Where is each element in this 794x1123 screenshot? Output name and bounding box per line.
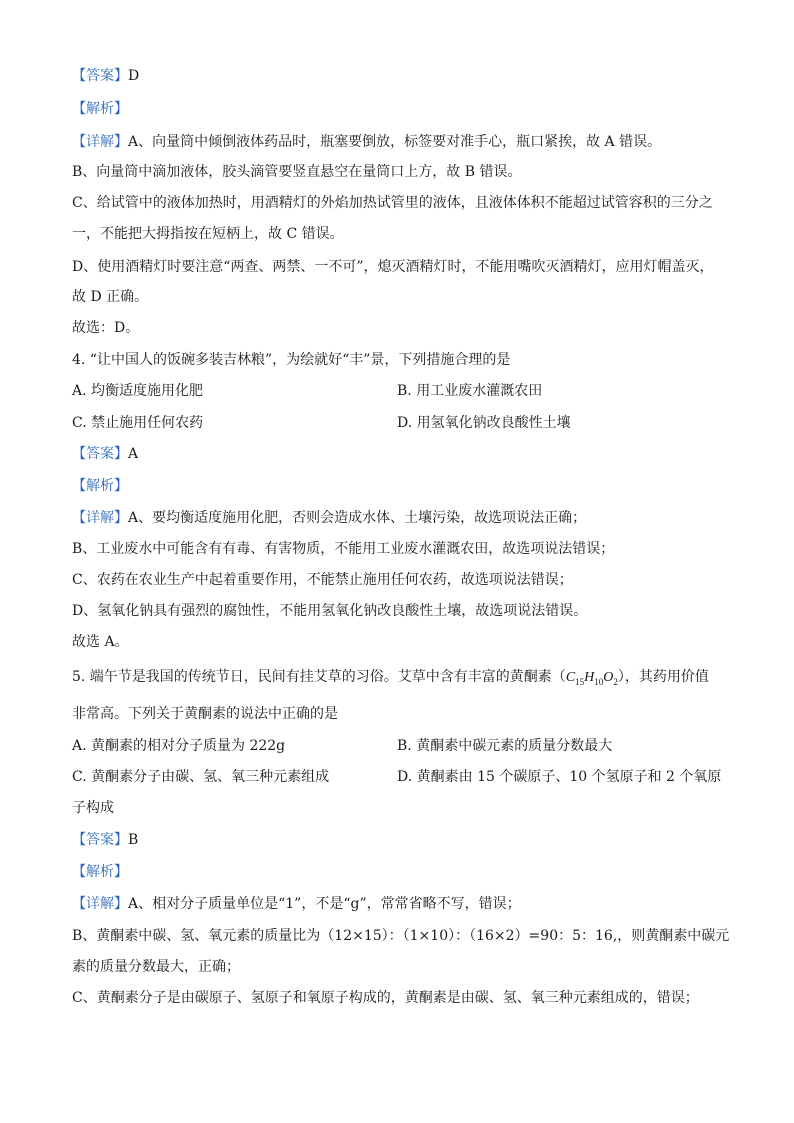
question-5-stem bbox=[72, 667, 709, 692]
q4-option-d: D. 用氢氧化钠改良酸性土壤 bbox=[397, 415, 571, 431]
explanation-c1-q3: C、给试管中的液体加热时，用酒精灯的外焰加热试管里的液体，且液体体积不能超过试管容积的三分之 bbox=[72, 195, 713, 211]
answer-value: A bbox=[128, 446, 139, 462]
q5-option-c: C. 黄酮素分子由碳、氢、氧三种元素组成 bbox=[72, 769, 330, 785]
detail-text: A、要均衡适度施用化肥，否则会造成水体、土壤污染，故选项说法正确； bbox=[128, 510, 587, 526]
explanation-c2-q3: 一，不能把大拇指按在短柄上，故 C 错误。 bbox=[72, 226, 344, 242]
answer-value: D bbox=[128, 68, 140, 84]
explanation-b-q3: B、向量筒中滴加液体，胶头滴管要竖直悬空在量筒口上方，故 B 错误。 bbox=[72, 164, 522, 180]
detail-text: A、向量筒中倾倒液体药品时，瓶塞要倒放，标签要对准手心，瓶口紧挨，故 A 错误。 bbox=[128, 134, 662, 150]
q5-option-d-continued: 子构成 bbox=[72, 800, 114, 816]
q5-option-b: B. 黄酮素中碳元素的质量分数最大 bbox=[397, 738, 613, 754]
detail-tag: 【详解】 bbox=[72, 134, 128, 150]
answer-tag: 【答案】 bbox=[72, 832, 128, 848]
detail-line-q5 bbox=[72, 894, 521, 914]
question-5-stem-line2: 非常高。下列关于黄酮素的说法中正确的是 bbox=[72, 706, 338, 722]
analysis-tag: 【解析】 bbox=[72, 478, 128, 494]
detail-line-q4 bbox=[72, 508, 586, 528]
stem-text-a: 5. 端午节是我国的传统节日，民间有挂艾草的习俗。艾草中含有丰富的黄酮素（ bbox=[72, 669, 566, 685]
conclusion-q4: 故选 A。 bbox=[72, 634, 129, 650]
explanation-b2-q5: 素的质量分数最大，正确； bbox=[72, 959, 240, 975]
explanation-d2-q3: 故 D 正确。 bbox=[72, 289, 149, 305]
detail-tag: 【详解】 bbox=[72, 896, 128, 912]
analysis-tag-q4 bbox=[72, 476, 128, 496]
analysis-tag-q5 bbox=[72, 862, 128, 882]
explanation-c-q4: C、农药在农业生产中起着重要作用，不能禁止施用任何农药，故选项说法错误； bbox=[72, 572, 573, 588]
q5-option-a: A. 黄酮素的相对分子质量为 222g bbox=[72, 738, 286, 754]
detail-tag: 【详解】 bbox=[72, 510, 128, 526]
q5-option-d: D. 黄酮素由 15 个碳原子、10 个氢原子和 2 个氧原 bbox=[397, 769, 722, 785]
detail-text: A、相对分子质量单位是“1”，不是“g”，常常省略不写，错误； bbox=[128, 896, 521, 912]
question-4-stem: 4. “让中国人的饭碗多装吉林粮”，为绘就好“丰”景，下列措施合理的是 bbox=[72, 352, 511, 368]
explanation-d-q4: D、氢氧化钠具有强烈的腐蚀性，不能用氢氧化钠改良酸性土壤，故选项说法错误。 bbox=[72, 603, 588, 619]
explanation-b1-q5: B、黄酮素中碳、氢、氧元素的质量比为（12×15）：（1×10）：（16×2）=90：5：16,，则黄酮素中碳元 bbox=[72, 928, 730, 944]
q4-option-c: C. 禁止施用任何农药 bbox=[72, 415, 204, 431]
answer-line-q3 bbox=[72, 66, 139, 86]
explanation-c-q5: C、黄酮素分子是由碳原子、氢原子和氧原子构成的，黄酮素是由碳、氢、氧三种元素组成的，错误； bbox=[72, 990, 699, 1006]
answer-tag: 【答案】 bbox=[72, 446, 128, 462]
answer-line-q5 bbox=[72, 830, 138, 850]
q4-option-b: B. 用工业废水灌溉农田 bbox=[397, 383, 543, 399]
stem-text-b: ），其药用价值 bbox=[617, 669, 709, 685]
conclusion-q3: 故选：D。 bbox=[72, 320, 140, 336]
answer-value: B bbox=[128, 832, 139, 848]
detail-line-q3 bbox=[72, 132, 661, 152]
analysis-tag-q3 bbox=[72, 99, 128, 119]
flavone-formula: $C_{15}H_{10}O_2$ bbox=[565, 670, 618, 687]
explanation-b-q4: B、工业废水中可能含有有毒、有害物质，不能用工业废水灌溉农田，故选项说法错误； bbox=[72, 541, 615, 557]
analysis-tag: 【解析】 bbox=[72, 864, 128, 880]
answer-line-q4 bbox=[72, 444, 138, 464]
explanation-d1-q3: D、使用酒精灯时要注意“两查、两禁、一不可”，熄灭酒精灯时，不能用嘴吹灭酒精灯，应用灯帽盖灭， bbox=[72, 259, 714, 275]
answer-tag: 【答案】 bbox=[72, 68, 128, 84]
analysis-tag: 【解析】 bbox=[72, 101, 128, 117]
q4-option-a: A. 均衡适度施用化肥 bbox=[72, 383, 204, 399]
